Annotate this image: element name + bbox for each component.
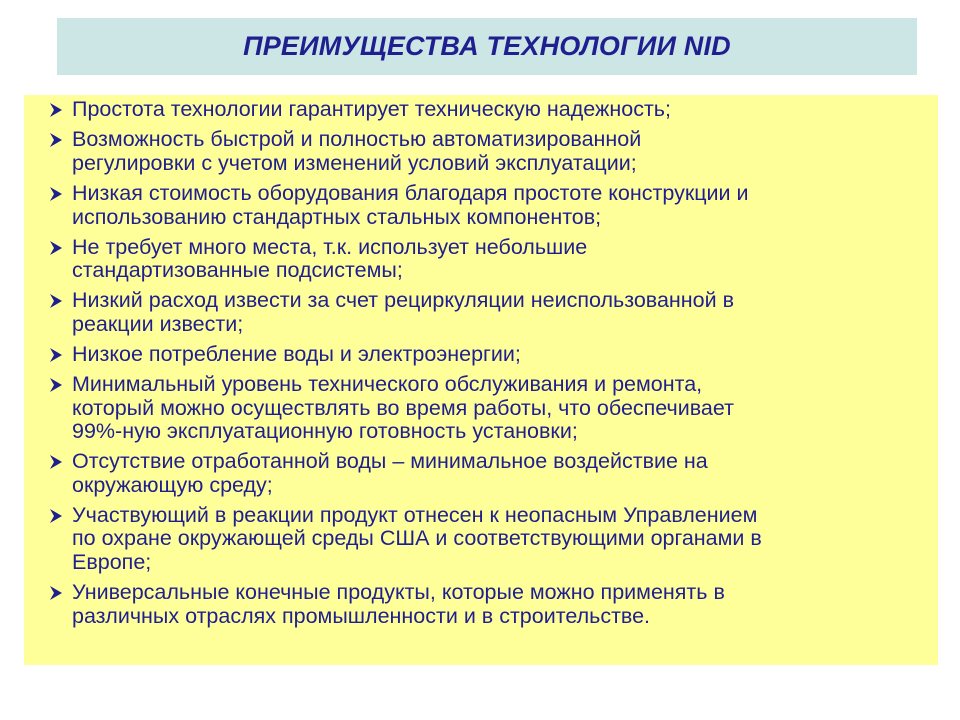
list-item-text: Возможность быстрой и полностью автоматизированной регулировки с учетом изменений условий эксплуатации; (72, 127, 642, 175)
list-item-text: Отсутствие отработанной воды – минимальное воздействие на окружающую среду; (72, 449, 708, 497)
title-bar (57, 18, 917, 75)
list-item (48, 581, 928, 628)
list-item-text: Участвующий в реакции продукт отнесен к неопасным Управлением по охране окружающей среды США и соответствующими органами в Европе; (72, 502, 762, 575)
list-item-text: Низкая стоимость оборудования благодаря простоте конструкции и использованию стандартных стальных компонентов; (72, 180, 749, 229)
list-item (48, 504, 928, 575)
arrowhead-bullet-icon (48, 373, 72, 397)
arrowhead-bullet-icon (48, 128, 72, 152)
arrowhead-bullet-icon (48, 182, 72, 206)
list-item (48, 373, 928, 444)
slide-title: ПРЕИМУЩЕСТВА ТЕХНОЛОГИИ NID (243, 31, 731, 61)
list-item-text: Универсальные конечные продукты, которые можно применять в различных отраслях промышленности и в строительстве. (72, 580, 725, 628)
advantages-list (48, 98, 928, 628)
arrowhead-bullet-icon (48, 450, 72, 474)
arrowhead-bullet-icon (48, 98, 72, 122)
arrowhead-bullet-icon (48, 289, 72, 313)
list-item (48, 343, 928, 367)
arrowhead-bullet-icon (48, 236, 72, 260)
arrowhead-bullet-icon (48, 504, 72, 528)
content-panel (24, 95, 938, 665)
list-item-text: Не требует много места, т.к. использует небольшие стандартизованные подсистемы; (72, 234, 588, 283)
list-item-text: Низкое потребление воды и электроэнергии; (72, 341, 521, 366)
list-item (48, 98, 928, 122)
list-item-text: Простота технологии гарантирует техническую надежность; (72, 97, 671, 121)
list-item (48, 182, 928, 229)
list-item (48, 128, 928, 175)
arrowhead-bullet-icon (48, 581, 72, 605)
list-item (48, 450, 928, 497)
list-item (48, 236, 928, 283)
list-item (48, 289, 928, 336)
arrowhead-bullet-icon (48, 343, 72, 367)
list-item-text: Минимальный уровень технического обслуживания и ремонта, который можно осуществлять во время работы, что обеспечивает 99%-ную эксплуатационную готовность установки; (72, 372, 734, 444)
list-item-text: Низкий расход извести за счет рециркуляции неиспользованной в реакции извести; (72, 288, 735, 336)
